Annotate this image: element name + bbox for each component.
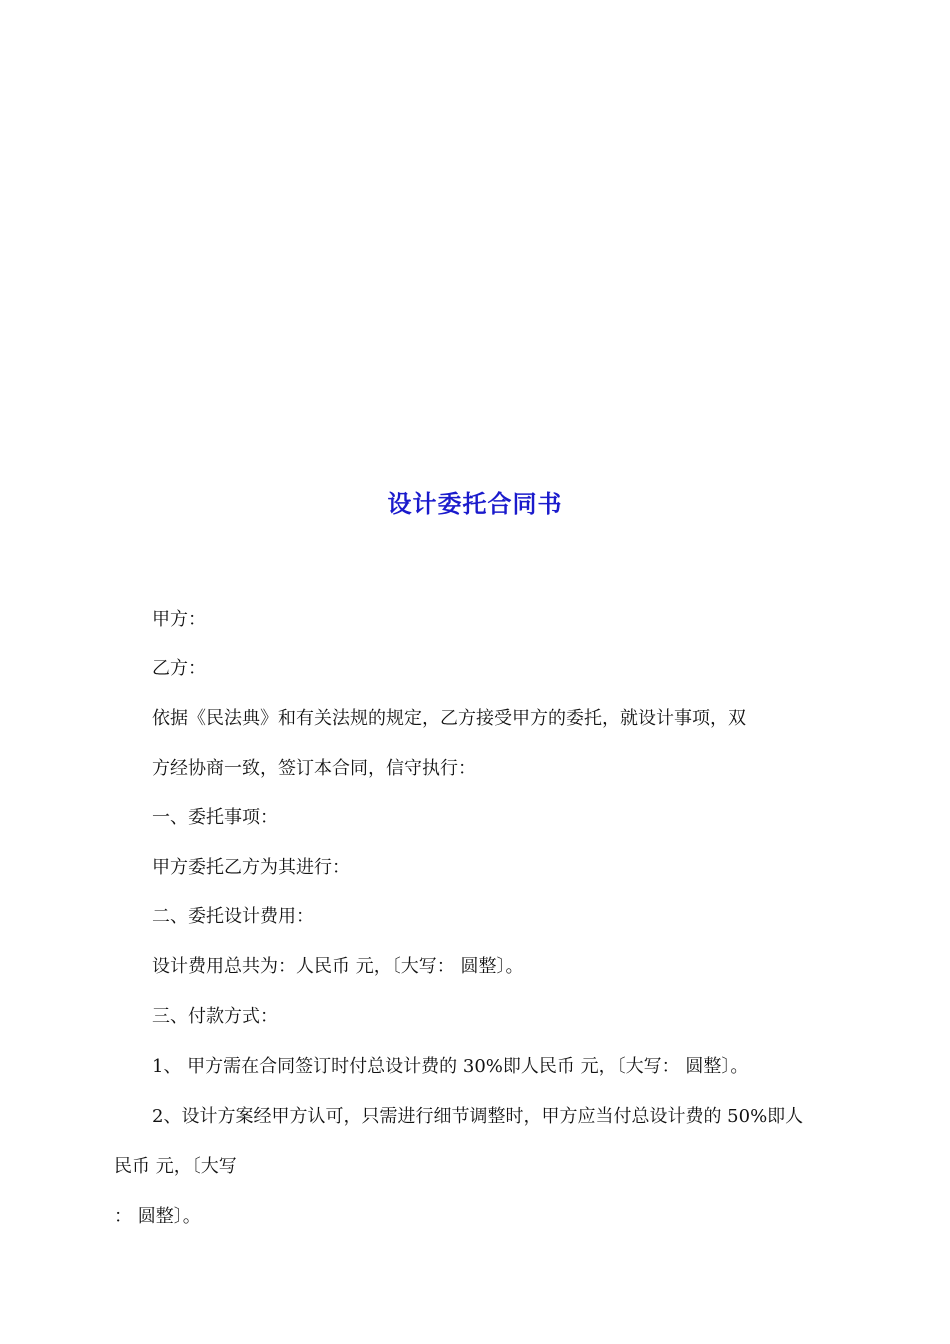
payment-item-2-line-3: ： 圆整〕。 [114, 1206, 201, 1227]
section-3-heading: 三、付款方式： [152, 1006, 278, 1027]
party-b-line: 乙方： [152, 658, 206, 679]
payment-item-1: 1、 甲方需在合同签订时付总设计费的 30%即人民币 元，〔大写： 圆整〕。 [152, 1056, 749, 1077]
payment-item-2-line-1: 2、设计方案经甲方认可，只需进行细节调整时，甲方应当付总设计费的 50%即人 [152, 1106, 804, 1127]
preamble-line-2: 方经协商一致，签订本合同，信守执行： [152, 758, 476, 779]
section-2-body: 设计费用总共为：人民币 元，〔大写： 圆整〕。 [152, 956, 524, 977]
document-title: 设计委托合同书 [387, 490, 563, 518]
section-1-heading: 一、委托事项： [152, 807, 278, 828]
preamble-line-1: 依据《民法典》和有关法规的规定，乙方接受甲方的委托，就设计事项，双 [152, 708, 746, 729]
party-a-line: 甲方： [152, 609, 206, 630]
section-1-body: 甲方委托乙方为其进行： [152, 857, 350, 878]
payment-item-2-line-2: 民币 元，〔大写 [114, 1156, 237, 1177]
section-2-heading: 二、委托设计费用： [152, 906, 314, 927]
